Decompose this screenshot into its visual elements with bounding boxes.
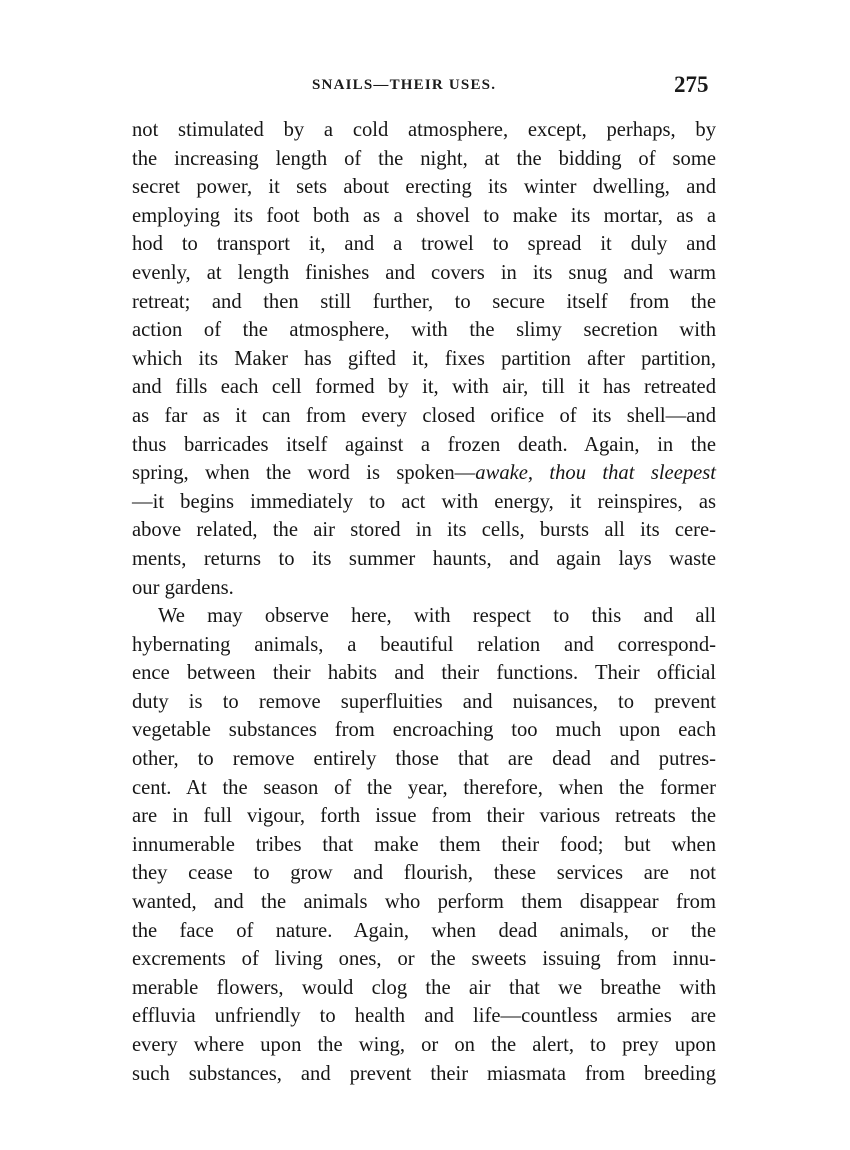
text-segment: merable flowers, would clog the air that we breathe with [132, 976, 716, 999]
text-line [132, 202, 716, 231]
text-line [132, 345, 716, 374]
text-line [132, 259, 716, 288]
text-segment: not stimulated by a cold atmosphere, except, perhaps, by [132, 119, 716, 141]
text-segment: vegetable substances from encroaching too much upon each [132, 719, 716, 742]
text-line [132, 574, 716, 603]
text-segment: the face of nature. Again, when dead animals, or the [132, 919, 716, 942]
text-line [132, 831, 716, 860]
body-text [132, 116, 716, 1088]
text-segment: which its Maker has gifted it, fixes partition after partition, [132, 347, 716, 370]
text-line [132, 431, 716, 460]
text-segment: excrements of living ones, or the sweets issuing from innu- [132, 948, 716, 971]
text-segment: such substances, and prevent their miasmata from breeding [132, 1062, 716, 1085]
text-segment: our gardens. [132, 576, 234, 599]
text-segment: ence between their habits and their functions. Their official [132, 662, 716, 685]
text-segment: above related, the air stored in its cells, bursts all its cere- [132, 519, 716, 542]
text-segment: wanted, and the animals who perform them disappear from [132, 891, 716, 914]
italic-text-segment: awake, thou that sleepest [475, 462, 717, 485]
text-line [132, 173, 716, 202]
text-line [132, 945, 716, 974]
text-segment: —it begins immediately to act with energy, it reinspires, as [132, 490, 716, 513]
text-segment: ments, returns to its summer haunts, and again lays waste [132, 547, 716, 570]
paragraph-2 [132, 602, 716, 1088]
text-segment: retreat; and then still further, to secure itself from the [132, 290, 716, 313]
paragraph-1 [132, 116, 716, 602]
text-line [132, 859, 716, 888]
text-line [132, 116, 716, 145]
text-segment: spring, when the word is spoken— [132, 462, 476, 485]
text-line [132, 145, 716, 174]
text-line [132, 1002, 716, 1031]
text-segment: We may observe here, with respect to this and all [158, 605, 716, 628]
text-segment: effluvia unfriendly to health and life—countless armies are [132, 1005, 716, 1028]
text-line [132, 974, 716, 1003]
text-line [132, 316, 716, 345]
text-line [132, 1060, 716, 1089]
text-line [132, 488, 716, 517]
text-segment: every where upon the wing, or on the alert, to prey upon [132, 1034, 716, 1056]
text-line [132, 888, 716, 917]
text-line [132, 230, 716, 259]
text-segment: duty is to remove superfluities and nuisances, to prevent [132, 690, 716, 713]
text-segment: they cease to grow and flourish, these services are not [132, 862, 716, 885]
text-segment: as far as it can from every closed orifice of its shell—and [132, 404, 716, 427]
text-line [132, 688, 716, 717]
text-line [132, 917, 716, 946]
text-line [132, 716, 716, 745]
text-segment: employing its foot both as a shovel to make its mortar, as a [132, 204, 716, 227]
text-line [132, 373, 716, 402]
running-header [0, 74, 850, 104]
text-line [132, 631, 716, 660]
text-segment: evenly, at length finishes and covers in its snug and warm [132, 261, 716, 284]
text-line [132, 1031, 716, 1060]
text-segment: hybernating animals, a beautiful relation and correspond- [132, 633, 716, 656]
text-line [132, 516, 716, 545]
text-segment: the increasing length of the night, at the bidding of some [132, 147, 716, 170]
text-line [132, 659, 716, 688]
text-segment: secret power, it sets about erecting its winter dwelling, and [132, 176, 716, 199]
text-line [132, 545, 716, 574]
text-line [132, 288, 716, 317]
page-number: 275 [674, 72, 709, 97]
text-line [132, 402, 716, 431]
text-segment: hod to transport it, and a trowel to spread it duly and [132, 233, 716, 256]
text-line [132, 459, 716, 488]
text-segment: cent. At the season of the year, therefore, when the former [132, 776, 716, 799]
text-line [132, 602, 716, 631]
text-line [132, 774, 716, 803]
text-segment: thus barricades itself against a frozen death. Again, in the [132, 433, 716, 456]
text-line [132, 802, 716, 831]
text-segment: other, to remove entirely those that are dead and putres- [132, 748, 716, 771]
running-title: SNAILS—THEIR USES. [312, 77, 497, 93]
text-segment: action of the atmosphere, with the slimy secretion with [132, 319, 716, 342]
text-segment: are in full vigour, forth issue from their various retreats the [132, 805, 716, 828]
text-segment: innumerable tribes that make them their food; but when [132, 833, 716, 856]
text-segment: and fills each cell formed by it, with air, till it has retreated [132, 376, 716, 399]
text-line [132, 745, 716, 774]
